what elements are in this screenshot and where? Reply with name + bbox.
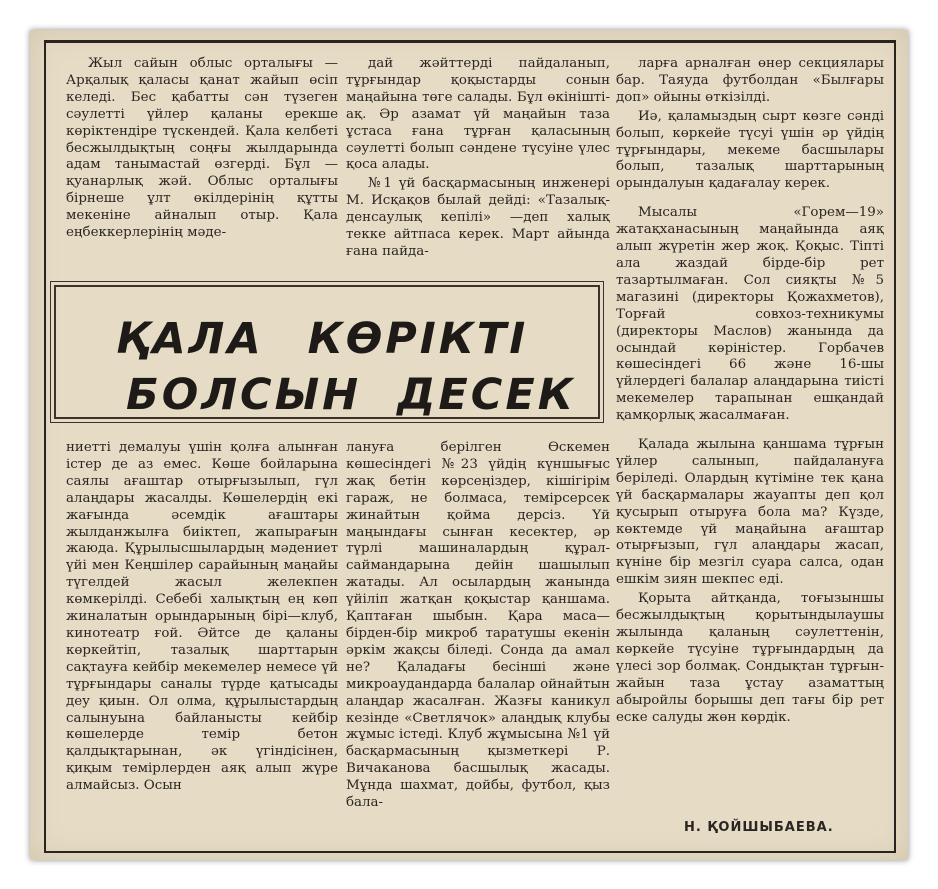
- article-column-1: [66, 56, 338, 296]
- article-column-5: [346, 440, 610, 835]
- paragraph: Мысалы «Горем—19» жатақханасының маңайында аяқ алып жүретін жер жоқ. Қоқыс. Тіпті ала жаздай бірде-бір рет тазартылмаған. Сол сияқты №5 магазині (директоры Қожахметов), Торғай совхоз-техникумы (директоры Маслов) жанында да осындай көріністер. Горбачев көшесіндегі 66 және 16-шы үйлердегі балалар алаңдарына тиісті мекемелер тарапынан ешқандай қамқорлық жасалмаған.: [616, 205, 884, 424]
- article-column-3: [616, 56, 884, 836]
- author-signature: Н. ҚОЙШЫБАЕВА.: [684, 820, 834, 835]
- paragraph: Иә, қаламыздың сырт көзге сәнді болып, көркейе түсуі үшін әр үйдің тұрғындары, мекеме басшылары болып, тазалық шарттарының орындалуын қадағалау керек.: [616, 108, 884, 192]
- paragraph: лануға берілген Өскемен көшесіндегі №23 үйдің күншығыс жақ бетін көрсеңіздер, кішігірім гараж, не болмаса, темірсерсек жинайтын қойма дерсіз. Үй маңындағы сынған кесектер, әр түрлі машиналардың құрал-саймандарына дейін шашылып жатады. Ал осылардың жанында үйіліп жатқан қоқыстар қаншама. Қаптаған шыбын. Қара маса—бірден-бір микроб таратушы екенін әркім жақсы біледі. Сонда да амал не? Қаладағы бесінші және микроаудандарда балалар ойнайтын алаңдар жасалған. Жазғы каникул кезінде «Светлячок» алаңдық клубы жұмыс істеді. Клуб жұмысына №1 үй басқармасының қызметкері Р. Вичаканова басшылық жасады. Мұнда шахмат, дойбы, футбол, қыз бала-: [346, 440, 610, 811]
- paragraph: №1 үй басқармасының инженері М. Исқақов былай дейді: «Тазалық-денсаулық кепілі» —деп халық текке айтпаса керек. Март айында ғана пайда-: [346, 176, 610, 259]
- paragraph: дай жәйттерді пайдаланып, тұрғындар қоқыстарды сонын маңайына төге салады. Бұл өкінішті-ақ. Әр азамат үй маңайын таза ұстаса ғана тұрған қаласының сәулетті болып сәндене түсуіне үлес қоса алады.: [346, 56, 610, 173]
- article-column-2: [346, 56, 610, 296]
- paragraph: ларға арналған өнер секциялары бар. Таяуда футболдан «Былғары доп» ойыны өткізілді.: [616, 56, 884, 105]
- paragraph: Қорыта айтқанда, тоғызыншы бесжылдықтың қорытындылаушы жылында қаланың сәулеттенін, көркейе түсуіне тұрғындардың да үлесі зор болмақ. Сондықтан тұрғын-жайын таза ұстау азаматтың абыройлы борышы деп тағы бір рет еске салуды жөн көрдік.: [616, 591, 884, 725]
- headline-line-2: БОЛСЫН ДЕСЕК: [126, 370, 576, 420]
- headline-line-1: ҚАЛА КӨРІКТІ: [116, 314, 529, 364]
- paragraph: Жыл сайын облыс орталығы —Арқалық қаласы қанат жайып өсіп келеді. Бес қабатты сән түзеген сәулетті үйлер қаланы ерекше көріктендіре түскендей. Қала келбеті бесжылдықтың соңғы жылдарында адам танымастай өзгерді. Бұл —қуанарлық жәй. Облыс орталығы бірнеше ұлт өкілдерінің құтты мекеніне айналып отыр. Қала еңбеккерлерінің мәде-: [66, 56, 338, 241]
- article-column-4: [66, 440, 338, 835]
- paragraph: ниетті демалуы үшін қолға алынған істер де аз емес. Көше бойларына саялы ағаштар отырғызылып, гүл алаңдары жасалды. Көшелердің екі жағында әсемдік ағаштары жылданжылға биіктеп, жапырағын жаюда. Құрылысшылардың мәдениет үйі мен Кеңшілер сарайының маңайы түгелдей жасыл желекпен көмкерілді. Себебі халықтың ең көп жиналатын орындарының бірі—клуб, кинотеатр ғой. Әйтсе де қаланы көркейтіп, тазалық шарттарын сақтауға кейбір мекемелер немесе үй тұрғындары саналы түрде қатысады деу қиын. Ол олма, құрылыстардың салынуына байланысты кейбір көшелерде темір бетон қалдықтарынан, әк үгіндісінен, қиқым темірлерден аяқ алып жүре алмайсыз. Осын: [66, 440, 338, 794]
- headline-box: [54, 285, 600, 419]
- paragraph: Қалада жылына қаншама тұрғын үйлер салынып, пайдалануға беріледі. Олардың күтіміне тек қана үй басқармалары жауапты деп қол қусырып отыруға бола ма? Күзде, көктемде үй маңайына ағаштар отырғызып, гүл алаңдары жасап, күніне бір мезгіл суара салса, одан ешкім зиян шекпес еді.: [616, 437, 884, 588]
- newspaper-clipping: [30, 30, 908, 860]
- headline: [116, 311, 576, 423]
